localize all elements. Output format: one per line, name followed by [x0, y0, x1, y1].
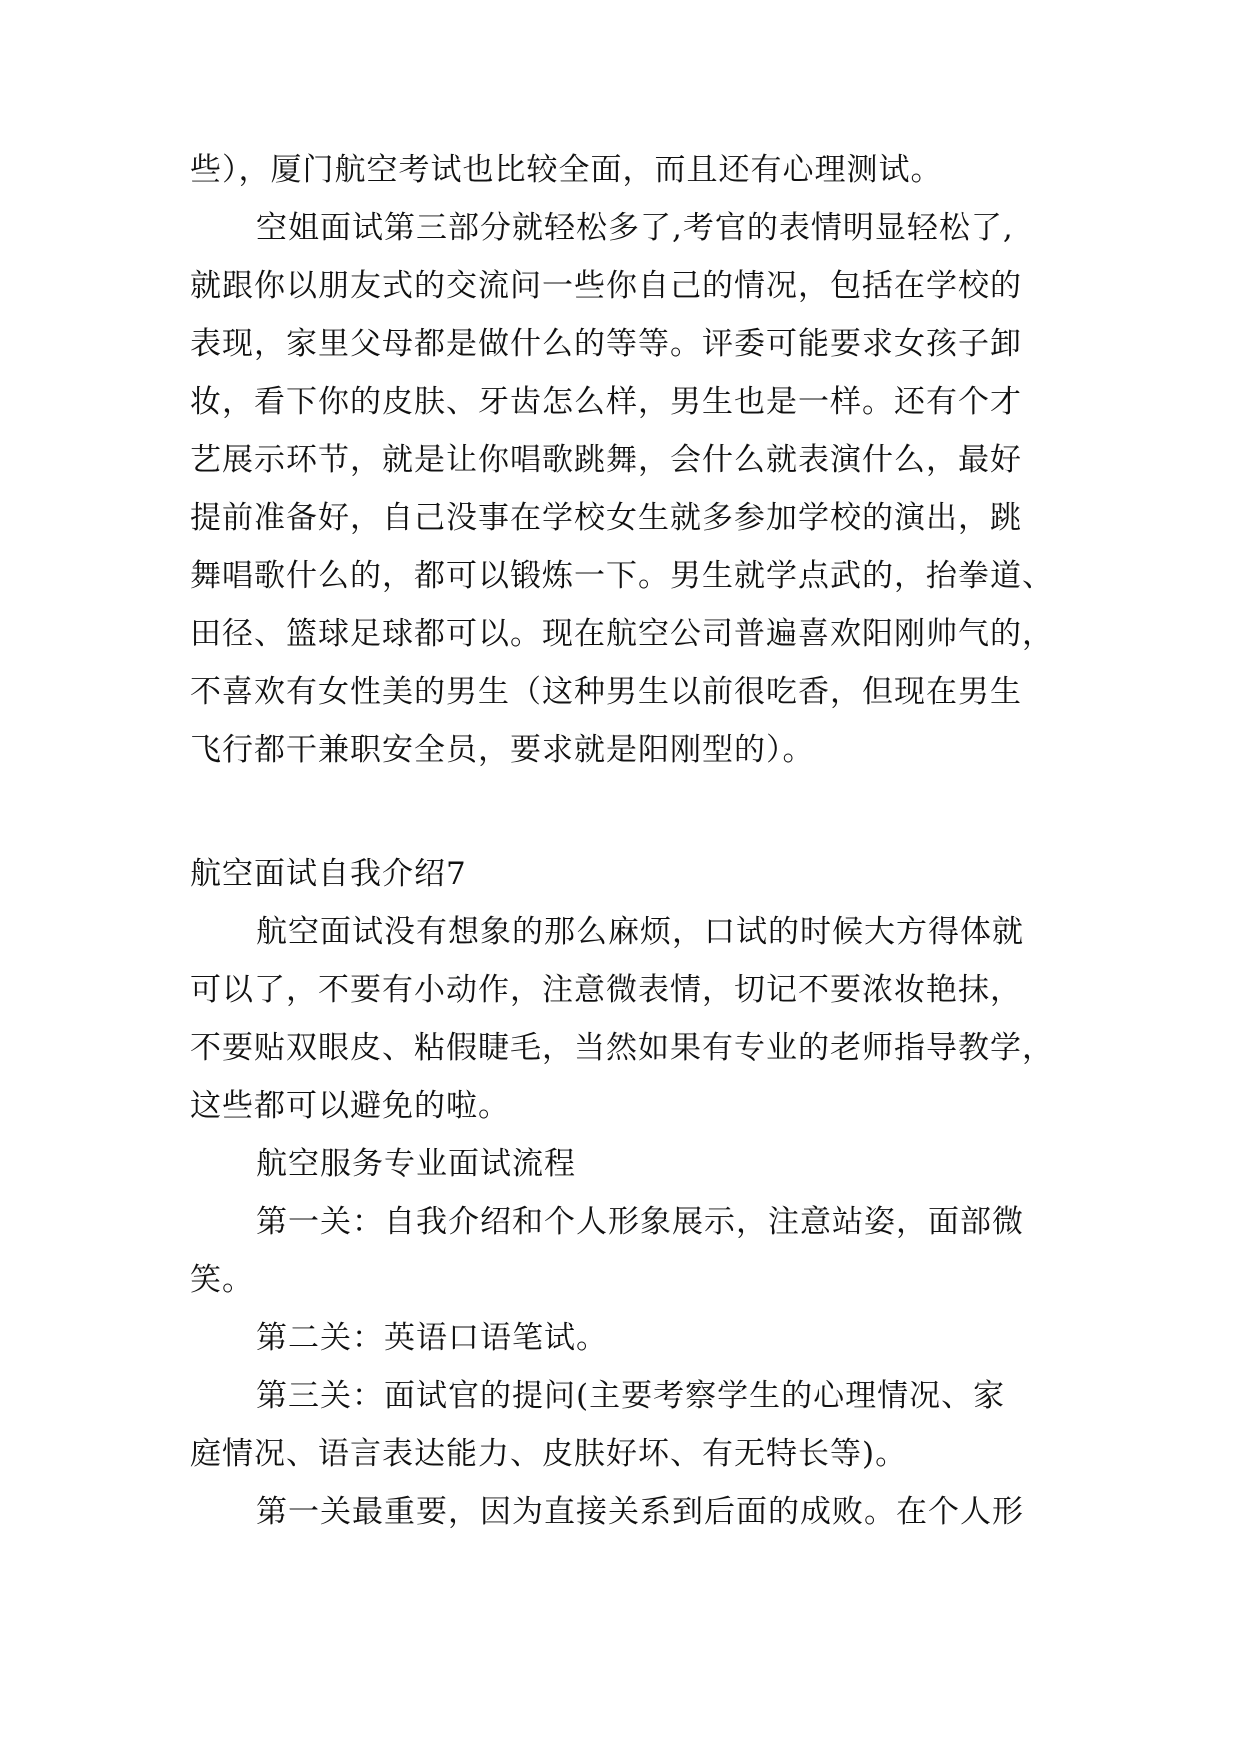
paragraph-line: 第一关最重要，因为直接关系到后面的成败。在个人形: [256, 1494, 1024, 1530]
paragraph-line: 第三关：面试官的提问(主要考察学生的心理情况、家: [256, 1378, 1006, 1414]
paragraph-line: 可以了，不要有小动作，注意微表情，切记不要浓妆艳抹，: [190, 972, 1022, 1008]
paragraph-line: 第二关：英语口语笔试。: [256, 1320, 608, 1356]
paragraph-line: 笑。: [190, 1262, 254, 1298]
paragraph-line: 舞唱歌什么的，都可以锻炼一下。男生就学点武的，抬拳道、: [190, 558, 1054, 594]
paragraph-line: 这些都可以避免的啦。: [190, 1088, 510, 1124]
paragraph-line: 庭情况、语言表达能力、皮肤好坏、有无特长等)。: [190, 1436, 908, 1472]
paragraph-line: 不要贴双眼皮、粘假睫毛，当然如果有专业的老师指导教学，: [190, 1030, 1054, 1066]
paragraph-line: 些），厦门航空考试也比较全面，而且还有心理测试。: [190, 152, 943, 188]
section-heading: 航空面试自我介绍7: [190, 856, 467, 892]
paragraph-line: 就跟你以朋友式的交流问一些你自己的情况，包括在学校的: [190, 268, 1022, 304]
paragraph-line: 不喜欢有女性美的男生（这种男生以前很吃香，但现在男生: [190, 674, 1022, 710]
paragraph-line: 田径、篮球足球都可以。现在航空公司普遍喜欢阳刚帅气的，: [190, 616, 1054, 652]
paragraph-line: 飞行都干兼职安全员，要求就是阳刚型的）。: [190, 732, 815, 768]
paragraph-line: 第一关：自我介绍和个人形象展示，注意站姿，面部微: [256, 1204, 1024, 1240]
paragraph-line: 空姐面试第三部分就轻松多了,考官的表情明显轻松了,: [256, 210, 1014, 246]
paragraph-line: 表现，家里父母都是做什么的等等。评委可能要求女孩子卸: [190, 326, 1022, 362]
paragraph-line: 航空面试没有想象的那么麻烦，口试的时候大方得体就: [256, 914, 1024, 950]
paragraph-line: 提前准备好，自己没事在学校女生就多参加学校的演出，跳: [190, 500, 1022, 536]
paragraph-line: 艺展示环节，就是让你唱歌跳舞，会什么就表演什么，最好: [190, 442, 1022, 478]
subheading: 航空服务专业面试流程: [256, 1146, 576, 1182]
paragraph-line: 妆，看下你的皮肤、牙齿怎么样，男生也是一样。还有个才: [190, 384, 1022, 420]
